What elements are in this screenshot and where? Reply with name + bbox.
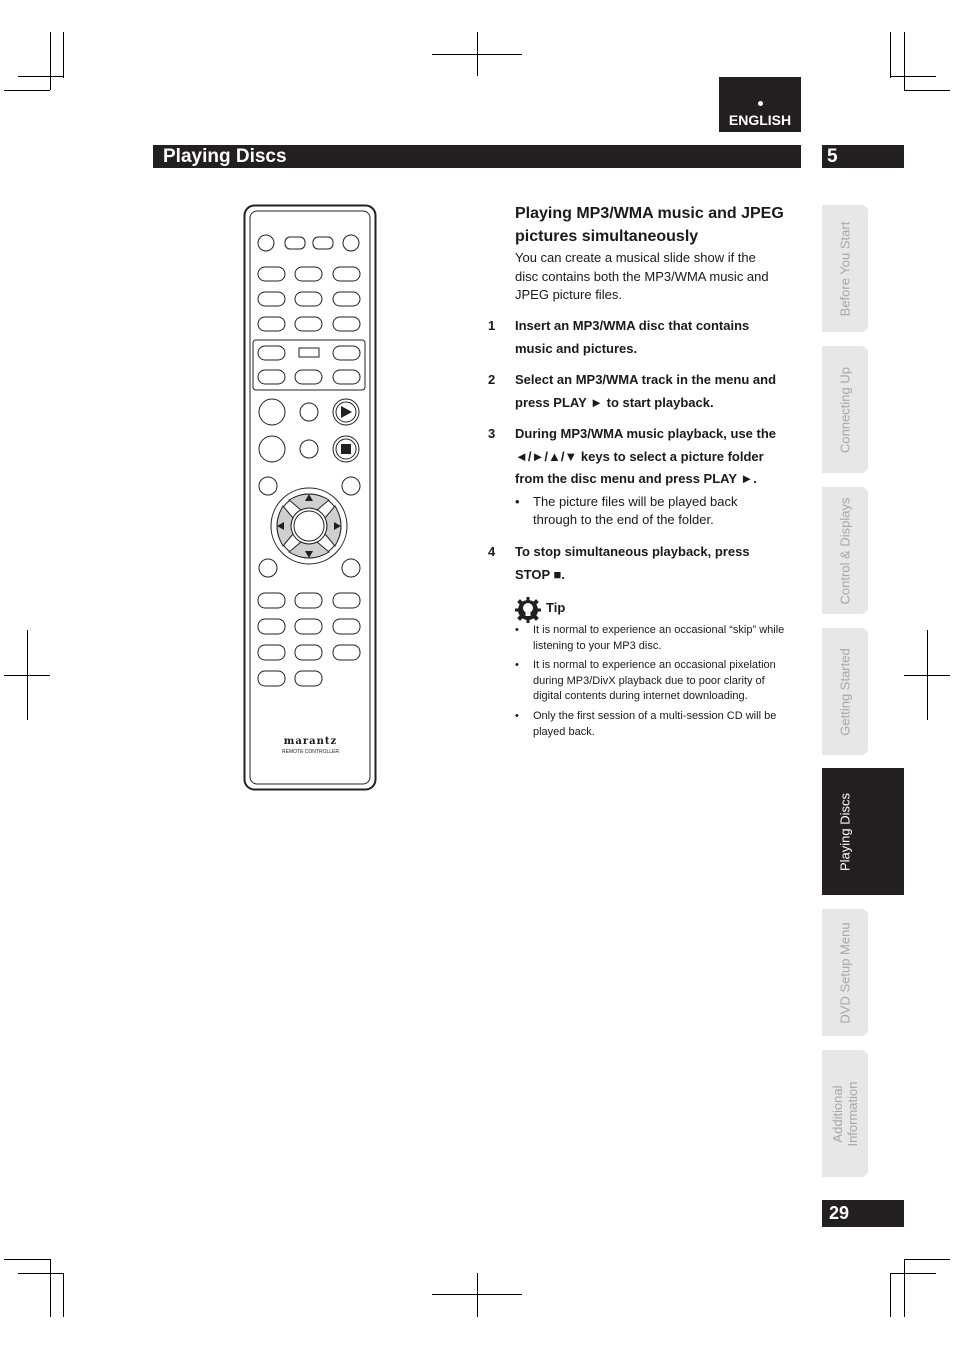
side-tab-label: Playing Discs	[837, 792, 853, 871]
remote-subtitle: REMOTE CONTROLLER	[282, 749, 339, 755]
side-tab-label: Getting Started	[837, 647, 853, 736]
step-line: Select an MP3/WMA track in the menu and	[515, 372, 777, 387]
side-tab-before-you-start[interactable]	[822, 205, 868, 332]
tip-line: It is normal to experience an occasional pixelation	[533, 659, 776, 671]
chapter-number: 5	[827, 146, 838, 167]
bullet-mark: •	[515, 494, 520, 509]
section-header	[153, 145, 801, 168]
side-tab-playing-discs[interactable]	[822, 768, 904, 895]
side-tab-label: DVD Setup Menu	[837, 921, 853, 1024]
side-tab-dvd-setup-menu[interactable]	[822, 909, 868, 1036]
step-line: press PLAY ► to start playback.	[515, 394, 714, 410]
tip-icon	[515, 597, 541, 623]
title-line: pictures simultaneously	[515, 228, 699, 245]
bullet-line: The picture files will be played back	[533, 494, 738, 509]
page-number: 29	[829, 1203, 850, 1223]
dot-icon	[758, 101, 763, 106]
intro-line: JPEG picture files.	[515, 287, 622, 302]
side-tab-connecting-up[interactable]	[822, 346, 868, 473]
step-line: music and pictures.	[515, 340, 638, 356]
content-title	[515, 202, 805, 248]
remote-controller-illustration	[243, 204, 378, 792]
tip-line: digital contents during internet downloading.	[533, 690, 748, 702]
step-line: During MP3/WMA music playback, use the	[515, 426, 777, 441]
step-line: Insert an MP3/WMA disc that contains	[515, 318, 750, 333]
tip-label: Tip	[546, 600, 566, 615]
remote-brand-logo: marantz	[283, 736, 338, 747]
title-line: Playing MP3/WMA music and JPEG	[515, 205, 784, 222]
intro-paragraph	[515, 249, 805, 305]
page-number-box	[822, 1200, 904, 1227]
tip-line: played back.	[533, 725, 595, 738]
step-number: 3	[488, 426, 496, 441]
intro-line: You can create a musical slide show if the	[515, 250, 756, 265]
tip-line: Only the first session of a multi-session CD will be	[533, 710, 777, 722]
step-number: 4	[488, 544, 496, 559]
chapter-number-box	[822, 145, 904, 168]
bullet-line: through to the end of the folder.	[533, 512, 714, 527]
step-number: 2	[488, 372, 496, 387]
side-tab-label: Before You Start	[837, 221, 853, 316]
tip-line: listening to your MP3 disc.	[533, 639, 662, 652]
step-line: To stop simultaneous playback, press	[515, 544, 750, 559]
step-line: ◄/►/▲/▼ keys to select a picture folder	[515, 448, 764, 464]
bullet-mark: •	[515, 710, 519, 722]
intro-line: disc contains both the MP3/WMA music and	[515, 268, 769, 284]
section-title: Playing Discs	[163, 146, 287, 167]
tip-line: It is normal to experience an occasional “skip” while	[533, 624, 785, 636]
language-label: ENGLISH	[728, 112, 792, 128]
side-tab-control-displays[interactable]	[822, 487, 868, 614]
step-line: STOP ■.	[515, 566, 566, 582]
step-number: 1	[488, 318, 496, 333]
bullet-mark: •	[515, 624, 519, 636]
tip-line: during MP3/DivX playback due to poor clarity of	[533, 674, 765, 687]
side-tab-getting-started[interactable]	[822, 628, 868, 755]
side-tab-label: Control & Displays	[837, 497, 853, 604]
side-tab-label: Additional Information	[830, 1080, 860, 1147]
side-tab-additional-information[interactable]	[822, 1050, 868, 1177]
step-line: from the disc menu and press PLAY ►.	[515, 471, 757, 486]
bullet-mark: •	[515, 659, 519, 671]
language-tab	[719, 77, 801, 132]
side-tab-label: Connecting Up	[837, 366, 853, 453]
